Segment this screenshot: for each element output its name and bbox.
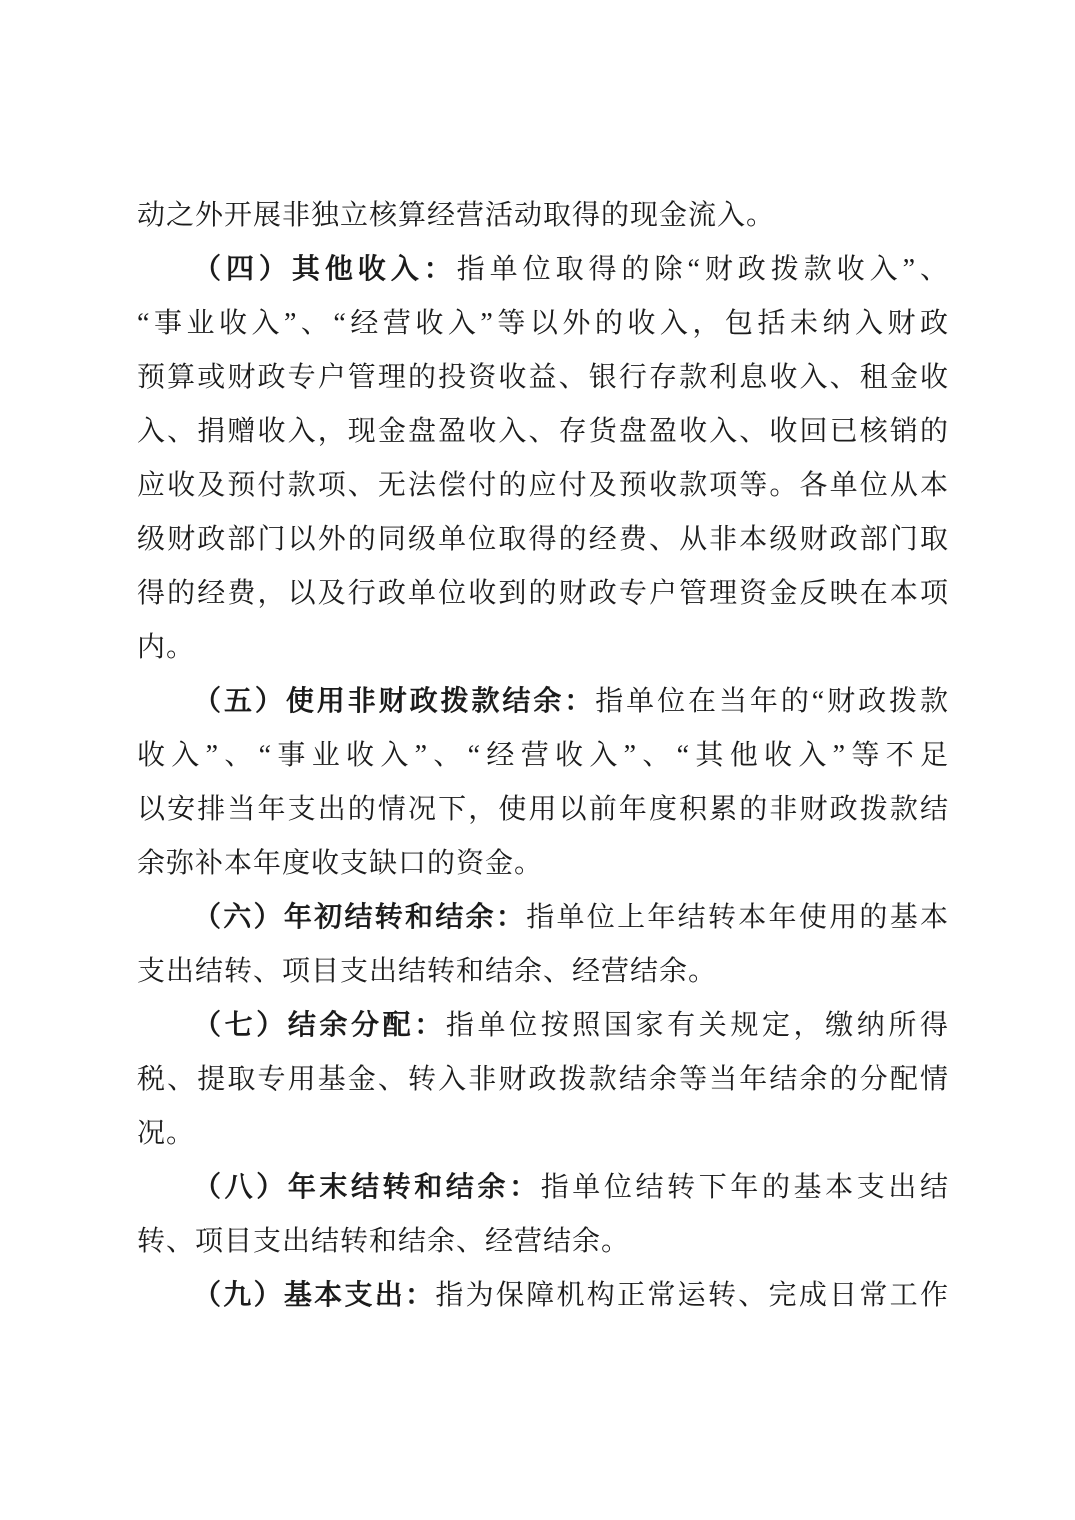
text-line [137, 189, 949, 243]
paragraph-heading-run: （七）结余分配： [193, 1010, 446, 1041]
paragraph-text-run: 入、捐赠收入，现金盘盈收入、存货盘盈收入、收回已核销的 [137, 416, 949, 447]
text-line [137, 729, 949, 783]
text-line [137, 945, 949, 999]
paragraph-heading-run: （八）年末结转和结余： [193, 1172, 541, 1203]
text-line [137, 891, 949, 945]
text-line [137, 243, 949, 297]
paragraph-text-run: 余弥补本年度收支缺口的资金。 [137, 848, 544, 879]
paragraph-text-run: 得的经费，以及行政单位收到的财政专户管理资金反映在本项 [137, 578, 949, 609]
text-line [137, 1215, 949, 1269]
paragraph-heading-run: （六）年初结转和结余： [193, 902, 527, 933]
text-line [137, 783, 949, 837]
paragraph-text-run: 指单位按照国家有关规定，缴纳所得 [445, 1010, 949, 1041]
text-line [137, 459, 949, 513]
paragraph-text-run: 指单位结转下年的基本支出结 [540, 1172, 949, 1203]
paragraph-text-run: “事业收入”、“经营收入”等以外的收入，包括未纳入财政 [137, 308, 949, 339]
paragraph-text-run: 支出结转、项目支出结转和结余、经营结余。 [137, 956, 718, 987]
paragraph-text-run: 收入”、“事业收入”、“经营收入”、“其他收入”等不足 [137, 740, 949, 771]
text-line [137, 1161, 949, 1215]
text-line [137, 1269, 949, 1323]
paragraph-text-run: 以安排当年支出的情况下，使用以前年度积累的非财政拨款结 [137, 794, 949, 825]
paragraph-text-run: 指单位在当年的“财政拨款 [595, 686, 949, 717]
paragraph-text-run: 内。 [137, 632, 196, 663]
paragraph-text-run: 应收及预付款项、无法偿付的应付及预收款项等。各单位从本 [137, 470, 949, 501]
paragraph-text-run: 况。 [137, 1118, 196, 1149]
paragraph-text-run: 转、项目支出结转和结余、经营结余。 [137, 1226, 631, 1257]
text-line [137, 1053, 949, 1107]
text-line [137, 297, 949, 351]
paragraph-text-run: 动之外开展非独立核算经营活动取得的现金流入。 [137, 200, 776, 231]
paragraph-text-run: 指单位取得的除“财政拨款收入”、 [456, 254, 949, 285]
text-line [137, 675, 949, 729]
paragraph-heading-run: （四）其他收入： [193, 254, 457, 285]
text-line [137, 351, 949, 405]
paragraph-text-run: 级财政部门以外的同级单位取得的经费、从非本级财政部门取 [137, 524, 949, 555]
paragraph-text-run: 税、提取专用基金、转入非财政拨款结余等当年结余的分配情 [137, 1064, 949, 1095]
text-line [137, 621, 949, 675]
paragraph-text-run: 指为保障机构正常运转、完成日常工作 [435, 1280, 949, 1311]
text-line [137, 999, 949, 1053]
paragraph-text-run: 预算或财政专户管理的投资收益、银行存款利息收入、租金收 [137, 362, 949, 393]
text-line [137, 567, 949, 621]
paragraph-heading-run: （五）使用非财政拨款结余： [193, 686, 596, 717]
paragraph-heading-run: （九）基本支出： [193, 1280, 436, 1311]
text-line [137, 1107, 949, 1161]
text-line [137, 837, 949, 891]
text-line [137, 513, 949, 567]
paragraph-text-run: 指单位上年结转本年使用的基本 [526, 902, 949, 933]
document-text-block [137, 189, 949, 1323]
text-line [137, 405, 949, 459]
